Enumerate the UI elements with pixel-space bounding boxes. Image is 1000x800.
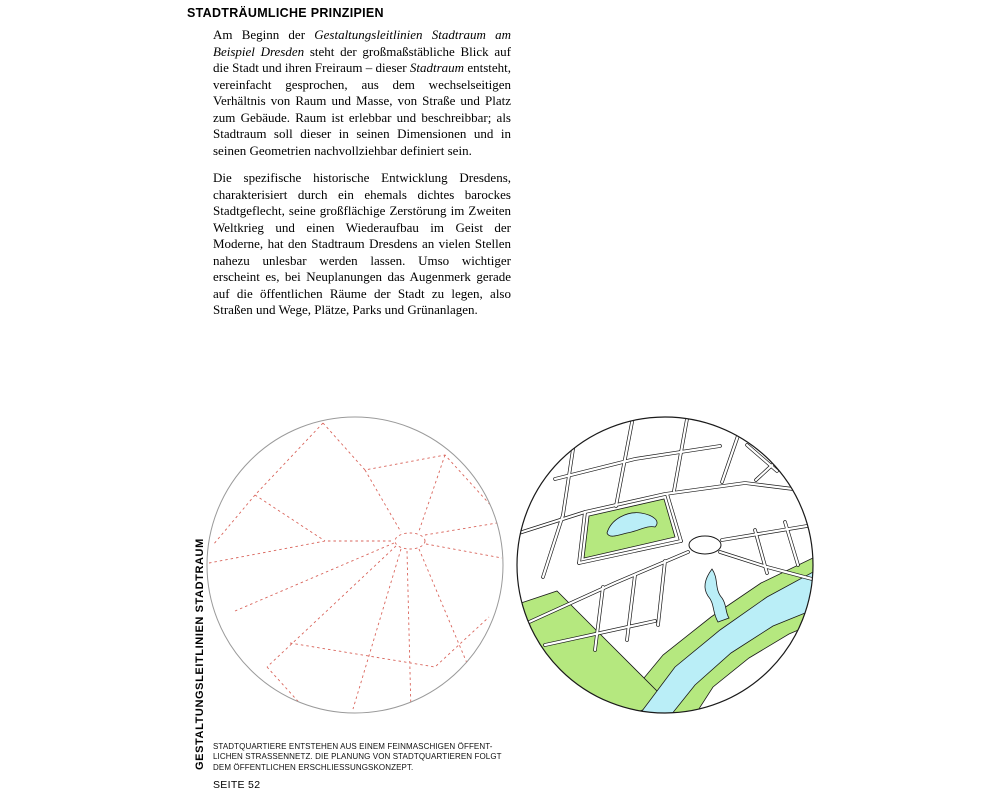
p1-italic2: Stadtraum [409,60,465,75]
paragraph-2: Die spezifische historische Entwicklung Dresdens, charakterisiert durch ein ehemals dichtes barockes Stadtgeflecht, seine großflächige Zerstörung im Zweiten Weltkrieg und einen Wiederaufbau im Geist der Moderne, hat den Stadtraum Dresdens an vielen Stellen nahezu unlesbar werden lassen. Umso wichtiger erscheint es, bei Neuplanungen das Augenmerk gerade auf die öffentlichen Räume der Stadt zu legen, also Straßen und Wege, Plätze, Parks und Grünanlagen. [213,170,511,317]
roundabout-ellipse [689,536,721,554]
urban-plan-map [515,415,815,715]
page-number: SEITE 52 [213,779,261,791]
page-title: STADTRÄUMLICHE PRINZIPIEN [187,6,384,20]
p1-run1: Am Beginn der [213,27,315,42]
paragraph-1 [213,27,511,159]
street-network-diagram [205,415,505,715]
p1-run3: entsteht, vereinfacht gesprochen, aus dem wechselseitigen Verhältnis von Raum und Masse, von Straße und Platz zum Gebäude. Raum ist erlebbar und beschreibbar; als Stadtraum soll dieser in seinen Dimensionen und in seinen Geometrien nachvollziehbar definiert sein. [213,60,511,158]
p1-run2: steht der großmaßstäbliche Blick auf die Stadt und ihren Freiraum – dieser [213,43,511,75]
sidebar-vertical-label: GESTALTUNGSLEITLINIEN STADTRAUM [194,538,206,770]
body-text-column [213,27,511,319]
caption-line: STADTQUARTIERE ENTSTEHEN AUS EINEM FEINMASCHIGEN ÖFFENT- [213,742,493,751]
caption-line: DEM ÖFFENTLICHEN ERSCHLIESSUNGSKONZEPT. [213,762,414,772]
figure-caption [213,742,502,773]
p1-italic1: Gestaltungsleitlinien Stadtraum am Beispiel Dresden [213,27,511,59]
caption-line: LICHEN STRASSENNETZ. DIE PLANUNG VON STADTQUARTIEREN FOLGT [213,752,502,762]
